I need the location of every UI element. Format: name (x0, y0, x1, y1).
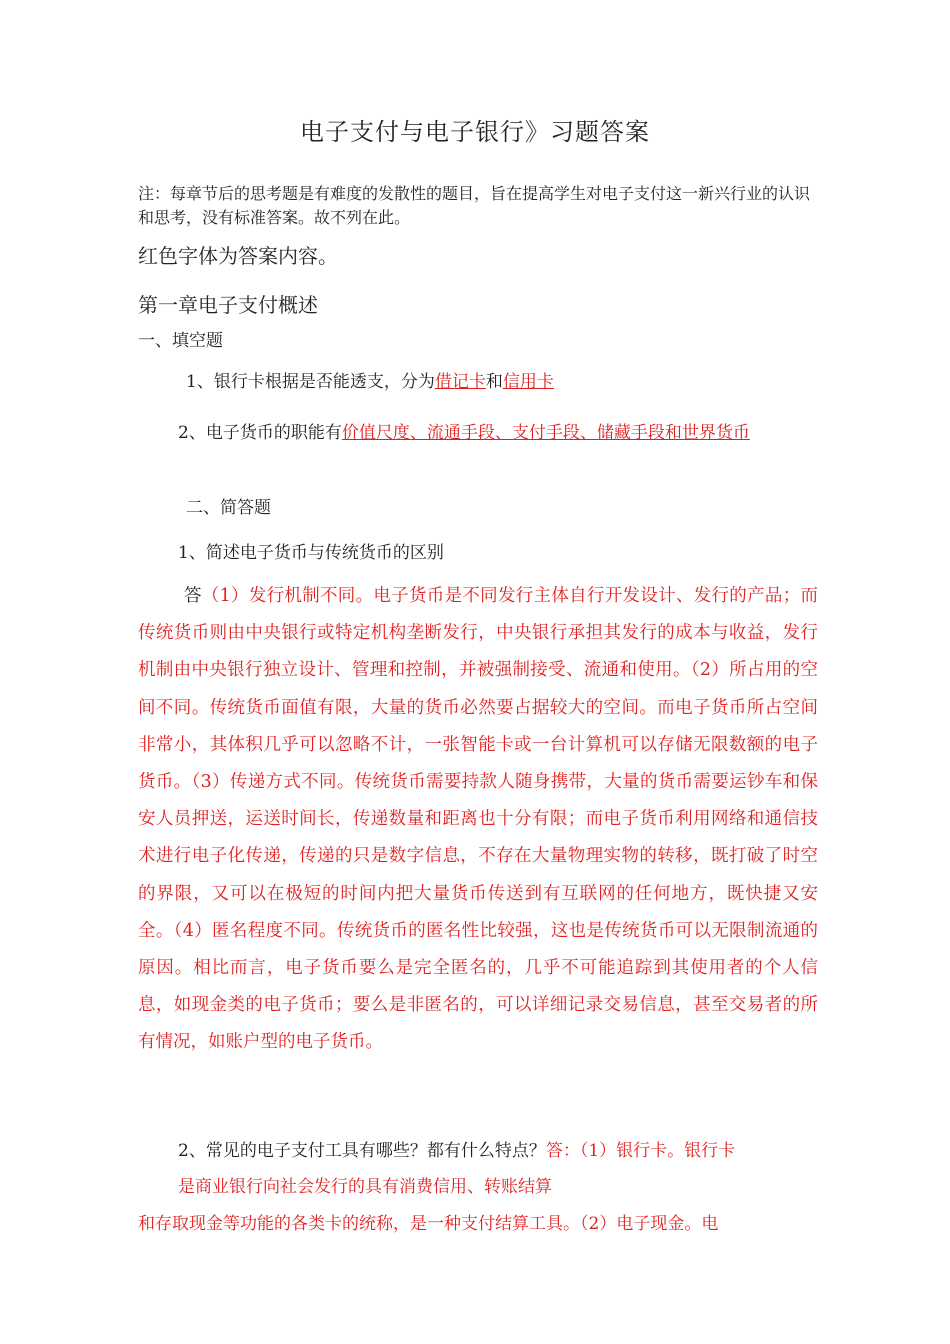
short-answer-question-2 (178, 1136, 735, 1161)
conjunction-text: 和 (485, 372, 503, 392)
fill-blank-question-1 (186, 367, 554, 392)
answer-line: 是商业银行向社会发行的具有消费信用、转账结算 (178, 1177, 552, 1197)
answer-credit-card: 信用卡 (502, 372, 554, 392)
chapter-heading: 第一章电子支付概述 (138, 293, 318, 317)
section-short-answer-heading: 二、简答题 (186, 498, 271, 518)
answer-line: 和存取现金等功能的各类卡的统称，是一种支付结算工具。（2）电子现金。电 (138, 1214, 719, 1234)
page-title: 电子支付与电子银行》习题答案 (300, 118, 650, 146)
fill-blank-question-2 (138, 415, 818, 451)
section-fill-blank-heading: 一、填空题 (138, 331, 223, 351)
answer-money-functions: 价值尺度、流通手段、支付手段、储藏手段和世界货币 (341, 423, 750, 443)
question-text: 2、常见的电子支付工具有哪些？都有什么特点？ (178, 1141, 546, 1161)
short-answer-1-paragraph (138, 578, 818, 1062)
answer-debit-card: 借记卡 (434, 372, 486, 392)
question-text: 1、银行卡根据是否能透支，分为 (186, 372, 435, 392)
question-text: 2、电子货币的职能有 (178, 423, 342, 443)
answer-start: 答：（1）银行卡。银行卡 (545, 1141, 736, 1161)
note-paragraph: 注：每章节后的思考题是有难度的发散性的题目，旨在提高学生对电子支付这一新兴行业的认识和思考，没有标准答案。故不列在此。 (138, 184, 811, 227)
short-answer-question-1: 1、简述电子货币与传统货币的区别 (178, 543, 444, 563)
red-font-note: 红色字体为答案内容。 (138, 244, 338, 268)
answer-text: （1）发行机制不同。电子货币是不同发行主体自行开发设计、发行的产品；而传统货币则由中央银行或特定机构垄断发行，中央银行承担其发行的成本与收益，发行机制由中央银行独立设计、管理和控制，并被强制接受、流通和使用。（2）所占用的空间不同。传统货币面值有限，大量的货币必然要占据较大的空间。而电子货币所占空间非常小，其体积几乎可以忽略不计，一张智能卡或一台计算机可以存储无限数额的电子货币。（3）传递方式不同。传统货币需要持款人随身携带，大量的货币需要运钞车和保安人员押送，运送时间长，传递数量和距离也十分有限；而电子货币利用网络和通信技术进行电子化传递，传递的只是数字信息，不存在大量物理实物的转移，既打破了时空的界限，又可以在极短的时间内把大量货币传送到有互联网的任何地方，既快捷又安全。（4）匿名程度不同。传统货币的匿名性比较强，这也是传统货币可以无限制流通的原因。相比而言，电子货币要么是完全匿名的，几乎不可能追踪到其使用者的个人信息，如现金类的电子货币；要么是非匿名的，可以详细记录交易信息，甚至交易者的所有情况，如账户型的电子货币。 (138, 586, 818, 1053)
answer-lead: 答 (184, 586, 202, 606)
